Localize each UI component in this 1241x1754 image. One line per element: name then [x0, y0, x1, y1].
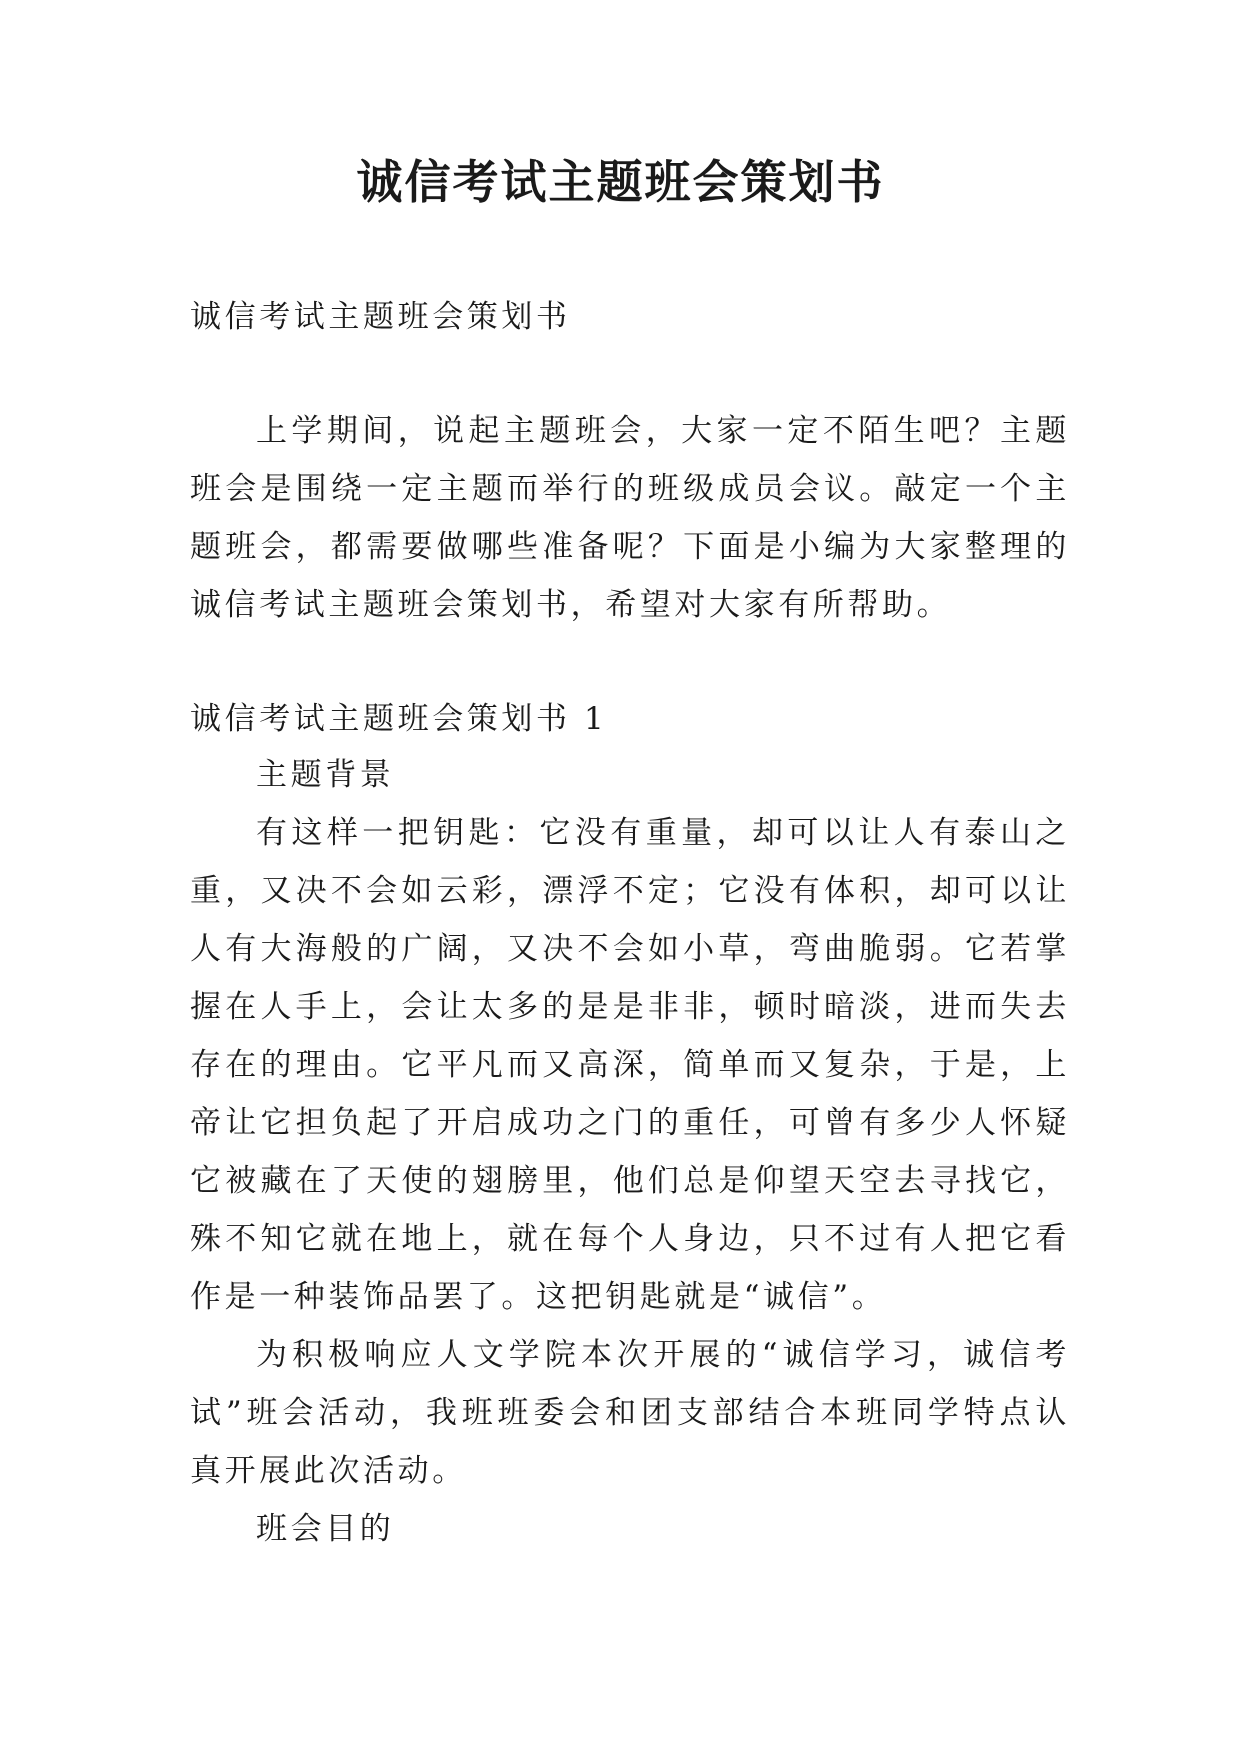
document-title: 诚信考试主题班会策划书	[356, 155, 885, 209]
paragraph-heading-purpose: 班会目的	[256, 1511, 395, 1547]
paragraph-activity-response: 为积极响应人文学院本次开展的“诚信学习，诚信考试”班会活动，我班班委会和团支部结合本班同学特点认真开展此次活动。	[190, 1337, 1070, 1489]
paragraph-heading-background: 主题背景	[256, 757, 395, 793]
document-subtitle: 诚信考试主题班会策划书	[190, 299, 571, 335]
section-content	[190, 746, 1070, 1558]
section-title: 诚信考试主题班会策划书 1	[190, 701, 608, 737]
paragraph-key-metaphor: 有这样一把钥匙：它没有重量，却可以让人有泰山之重，又决不会如云彩，漂浮不定；它没有体积，却可以让人有大海般的广阔，又决不会如小草，弯曲脆弱。它若掌握在人手上，会让太多的是是非非，顿时暗淡，进而失去存在的理由。它平凡而又高深，简单而又复杂，于是，上帝让它担负起了开启成功之门的重任，可曾有多少人怀疑它被藏在了天使的翅膀里，他们总是仰望天空去寻找它，殊不知它就在地上，就在每个人身边，只不过有人把它看作是一种装饰品罢了。这把钥匙就是“诚信”。	[190, 815, 1070, 1315]
intro-paragraph: 上学期间，说起主题班会，大家一定不陌生吧？主题班会是围绕一定主题而举行的班级成员会议。敲定一个主题班会，都需要做哪些准备呢？下面是小编为大家整理的诚信考试主题班会策划书，希望对大家有所帮助。	[190, 413, 1070, 623]
